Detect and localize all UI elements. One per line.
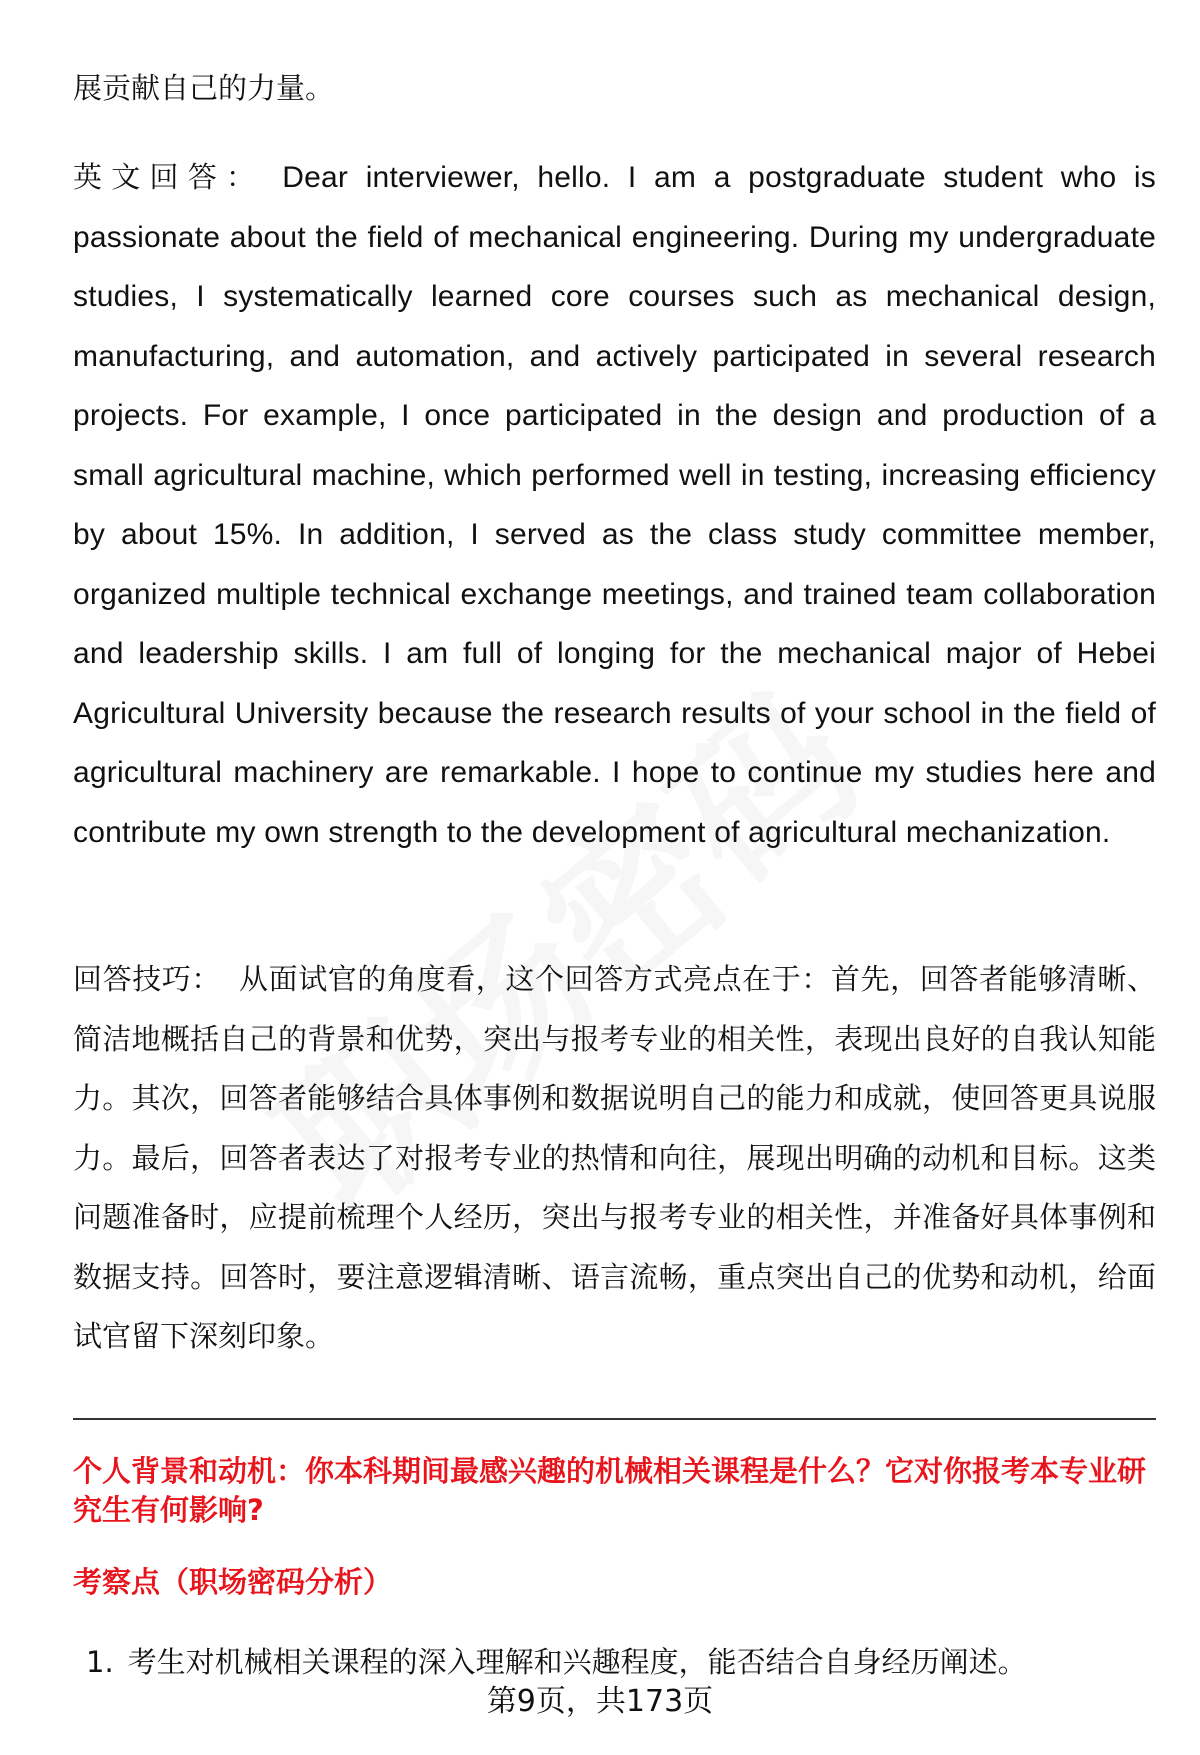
question-heading: 个人背景和动机：你本科期间最感兴趣的机械相关课程是什么？它对你报考本专业研究生有何影响?: [73, 1454, 1147, 1527]
english-answer-text: Dear interviewer, hello. I am a postgraduate student who is passionate about the field of mechanical engineering. During my undergraduate studies, I systematically learned core courses such as mechanical design, manufacturing, and automation, and actively participated in several research projects. For example, I once participated in the design and production of a small agricultural machine, which performed well in testing, increasing efficiency by about 15%. In addition, I served as the class study committee member, organized multiple technical exchange meetings, and trained team collaboration and leadership skills. I am full of longing for the mechanical major of Hebei Agricultural University because the research results of your school in the field of agricultural machinery are remarkable. I hope to continue my studies here and contribute my own strength to the development of agricultural mechanization.: [73, 161, 1156, 849]
tips-text: 从面试官的角度看，这个回答方式亮点在于：首先，回答者能够清晰、简洁地概括自己的背景和优势，突出与报考专业的相关性，表现出良好的自我认知能力。其次，回答者能够结合具体事例和数据说明自己的能力和成就，使回答更具说服力。最后，回答者表达了对报考专业的热情和向往，展现出明确的动机和目标。这类问题准备时，应提前梳理个人经历，突出与报考专业的相关性，并准备好具体事例和数据支持。回答时，要注意逻辑清晰、语言流畅，重点突出自己的优势和动机，给面试官留下深刻印象。: [73, 962, 1156, 1353]
point-text: 考生对机械相关课程的深入理解和兴趣程度，能否结合自身经历阐述。: [127, 1645, 1027, 1679]
section-divider: [73, 1418, 1156, 1420]
point-number: 1.: [86, 1645, 114, 1679]
section-title: 考察点（职场密码分析）: [73, 1565, 393, 1599]
english-answer-label: 英文回答：: [73, 160, 265, 194]
tips-paragraph: [73, 950, 1156, 1367]
page-footer: 第9页，共173页: [486, 1684, 714, 1719]
tips-label: 回答技巧：: [73, 962, 221, 996]
english-answer-paragraph: [73, 148, 1156, 862]
intro-tail-text: 展贡献自己的力量。: [73, 71, 335, 105]
